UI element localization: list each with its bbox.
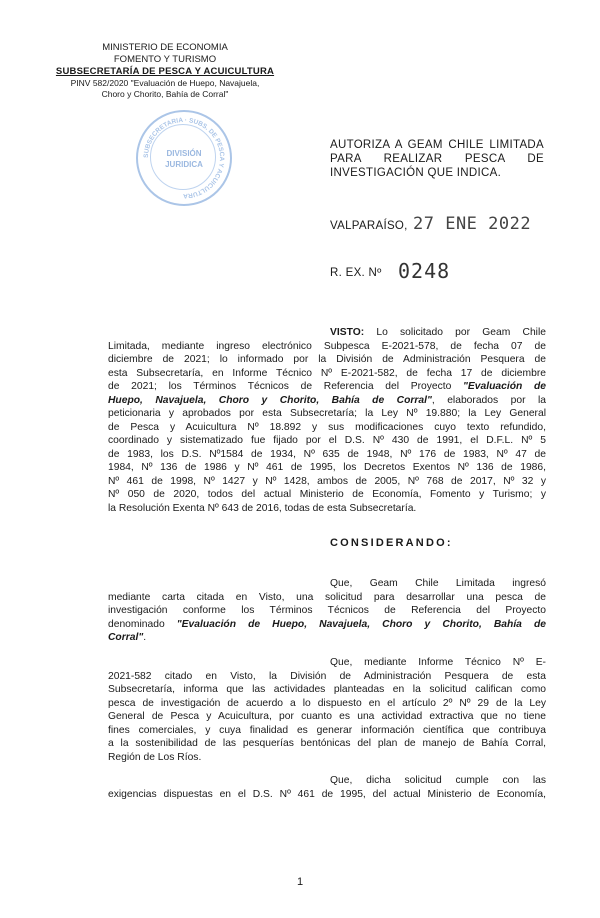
paragraph-line: Que, dicha solicitud cumple con las (330, 775, 546, 786)
resolution-title (330, 138, 544, 180)
considerando-paragraph-1 (108, 577, 546, 645)
letterhead (40, 42, 290, 100)
ministry-name: MINISTERIO DE ECONOMIA (102, 42, 228, 53)
paragraph-line: mediante carta citada en Visto, una solicitud para desarrollar una pesca de (108, 591, 546, 603)
project-name: "Evaluación de (463, 381, 547, 392)
paragraph-line: 2021-582 citado en Visto, la División de Administración Pesquera de esta (108, 670, 546, 682)
visto-line: Limitada, mediante ingreso electrónico Subpesca E-2021-578, de fecha 07 de (108, 340, 546, 352)
subsecretaria-name: SUBSECRETARÍA DE PESCA Y ACUICULTURA (55, 66, 275, 77)
stamp-line-2: JURIDICA (165, 160, 203, 169)
project-name: "Evaluación de Huepo, Navajuela, Choro y Chorito, Bahía de (176, 618, 547, 630)
division-stamp (136, 110, 232, 206)
paragraph-line: exigencias dispuestas en el D.S. Nº 461 de 1995, del actual Ministerio de Economía, (108, 788, 546, 800)
visto-line: coordinado y sistematizado fue fijado por el D.S. Nº 430 de 1991, el D.F.L. Nº 5 (108, 435, 546, 446)
considerando-paragraph-3 (108, 774, 546, 801)
visto-line: la Resolución Exenta Nº 643 de 2016, todas de esta Subsecretaría. (108, 502, 417, 514)
visto-line: diciembre de 2021; lo informado por la División de Administración Pesquera de (108, 354, 546, 365)
resolution-label: R. EX. Nº (330, 267, 382, 279)
paragraph-line: Corral". (108, 632, 147, 643)
stamp-ring-text: SUBSECRETARIA · SUBS. DE PESCA Y ACUICULTURA (142, 116, 226, 200)
considerando-heading: CONSIDERANDO: (330, 537, 453, 549)
ministry-dept: FOMENTO Y TURISMO (113, 54, 217, 65)
project-name: Huepo, Navajuela, Choro y Chorito, Bahía de Corral" (108, 394, 432, 406)
paragraph-line: Que, Geam Chile Limitada ingresó (330, 578, 546, 589)
visto-line: de 2021; los Términos Técnicos de Referencia del Proyecto "Evaluación de (108, 381, 547, 392)
paragraph-line: Región de Los Ríos. (108, 751, 202, 763)
paragraph-line: denominado "Evaluación de Huepo, Navajuela, Choro y Chorito, Bahía de (108, 618, 547, 630)
date-stamp: 27 ENE 2022 (413, 214, 532, 234)
title-line-3: INVESTIGACIÓN QUE INDICA. (330, 167, 502, 179)
visto-label: VISTO: (330, 327, 365, 338)
visto-paragraph (108, 326, 546, 515)
paragraph-line: Que, mediante Informe Técnico Nº E- (330, 657, 546, 668)
visto-line: Nº 461 de 1998, Nº 1427 y Nº 1428, ambos de 2005, Nº 768 de 2017, Nº 32 y (108, 475, 546, 487)
paragraph-line: investigación conforme los Términos Técnicos de Referencia del Proyecto (108, 605, 546, 616)
visto-line: Nº 050 de 2020, todos del actual Ministerio de Economía, Fomento y Turismo; y (108, 489, 546, 500)
title-line-1: AUTORIZA A GEAM CHILE LIMITADA (330, 139, 544, 151)
visto-line: 1984, Nº 136 de 1986 y Nº 461 de 1995, los Decretos Exentos Nº 136 de 1986, (108, 462, 546, 473)
page-number: 1 (296, 876, 304, 888)
paragraph-line: a la sostenibilidad de las pesquerías bentónicas del plan de manejo de Bahía Corral, (108, 738, 546, 749)
place: VALPARAÍSO, (330, 220, 408, 232)
file-reference-2: Choro y Chorito, Bahía de Corral" (101, 89, 229, 99)
paragraph-line: fines comerciales, y cuya finalidad es generar información científica que contribuya (108, 724, 546, 736)
visto-line: de 1983, los D.S. Nº1584 de 1934, Nº 635 de 1948, Nº 176 de 1983, Nº 47 de (108, 448, 546, 460)
file-reference-1: PINV 582/2020 "Evaluación de Huepo, Navajuela, (70, 78, 260, 88)
stamp-text (138, 148, 230, 170)
paragraph-line: General de Pesca y Acuicultura, por cuanto es una actividad extractiva que no tiene (108, 711, 546, 722)
visto-line: Huepo, Navajuela, Choro y Chorito, Bahía de Corral", elaborados por la (108, 394, 546, 406)
title-line-2: PARA REALIZAR PESCA DE (330, 153, 544, 165)
visto-line: peticionaria y aprobados por esta Subsecretaría; la Ley Nº 19.880; la Ley General (108, 408, 546, 419)
visto-line: de Pesca y Acuicultura Nº 18.892 y sus modificaciones cuyo texto refundido, (108, 421, 546, 433)
paragraph-line: Subsecretaría, informa que las actividades planteadas en la solicitud califican como (108, 684, 546, 695)
visto-line: esta Subsecretaría, en Informe Técnico Nº E-2021-582, de fecha 17 de diciembre (108, 367, 546, 379)
considerando-paragraph-2 (108, 656, 546, 764)
resolution-number: 0248 (398, 259, 451, 283)
project-name: Corral" (108, 632, 144, 643)
stamp-line-1: DIVISIÓN (166, 149, 202, 158)
paragraph-line: pesca de investigación de acuerdo a lo dispuesto en el artículo 2º Nº 29 de la Ley (108, 697, 546, 709)
visto-line: VISTO: Lo solicitado por Geam Chile (330, 327, 546, 338)
